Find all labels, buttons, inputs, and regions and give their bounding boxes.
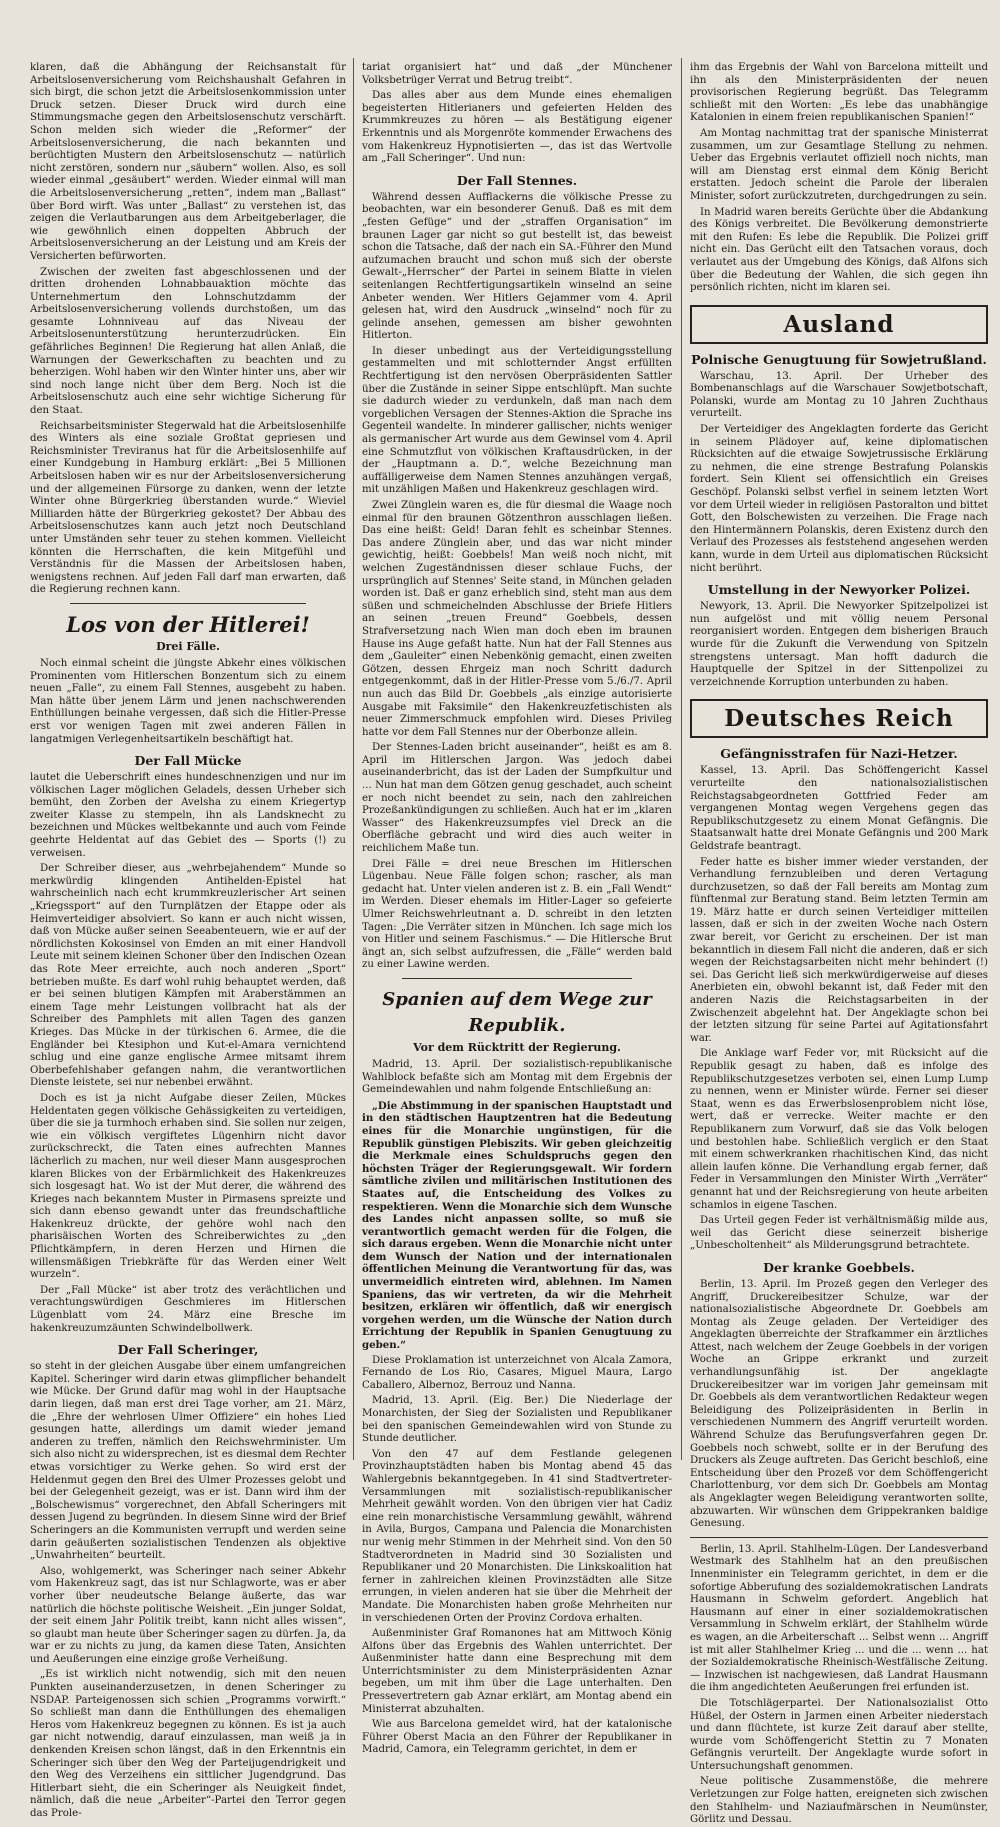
subheadline: Vor dem Rücktritt der Regierung. — [413, 1040, 621, 1054]
article-text: Doch es ist ja nicht Aufgabe dieser Zeilen, Mückes Heldentaten gegen völkische Gehässigkeiten zu verteidigen, über die sie ja turmhoch erhaben sind. Sie sollen nur zeigen, wie ein völkisch vergiftetes Lügenhirn nicht davor zurückschreckt, die Taten eines aufrechten Mannes lächerlich zu machen, nur weil dieser Mann ausgesprochen klaren Blickes von der Erbärmlichkeit des Hakenkreuzes sich losgesagt hat. Wo ist der Mut derer, die während des Krieges nach bekanntem Muster in Pirmasens spreizte und sich dann ebenso gewandt unter das freundschaftliche Hakenkreuz drückte, der gehöre wohl nach den pharisäischen Worten des Schreiberwichtes zu „den Pflichtkämpfern, in deren Herzen und Hirnen die willensmäßigen Triebkräfte für das Werden einer Welt wurzeln“. — [30, 1092, 346, 1281]
subheadline: Drei Fälle. — [156, 639, 220, 653]
proclamation-text: „Die Abstimmung in der spanischen Hauptstadt und in den städtischen Hauptzentren hat die Bedeutung eines für die Monarchie ungünstigen, für die Republik günstigen Plebiszits. Wir geben gleichzeitig die Merkmale eines Schuldspruchs gegen den höchsten Träger der Regierungsgewalt. Wir fordern sämtliche zivilen und militärischen Institutionen des Staates auf, die Entscheidung des Volkes zu respektieren. Wenn die Monarchie sich dem Wunsche des Landes nicht anpassen sollte, so muß sie verantwortlich gemacht werden für die Folgen, die sich daraus ergeben. Wenn die Monarchie nicht unter dem Wunsch der Nation und der internationalen öffentlichen Meinung die Verantwortung für das, was unvermeidlich eintreten wird, ablehnen. Im Namen Spaniens, das wir vertreten, da wir die Mehrheit besitzen, erklären wir öffentlich, daß wir energisch vorgehen werden, um die Wünsche der Nation durch Errichtung der Republik in Spanien Genugtuung zu geben.“ — [362, 1099, 672, 1352]
section-heading: Umstellung in der Newyorker Polizei. — [707, 582, 971, 598]
article-text: Warschau, 13. April. Der Urheber des Bombenanschlags auf die Warschauer Sowjetbotschaft, Polanski, wurde am Montag zu 10 Jahren Zuchthaus verurteilt. — [690, 370, 988, 420]
article-text: Während dessen Aufflackerns die völkische Presse zu beobachten, war ein besonderer Genuß. Daß es mit dem „festen Gefüge“ und der „straffen Organisation“ im braunen Lager gar nicht so gut bestellt ist, das beweist schon die Tatsache, daß der nach ein SA.-Führer den Mund aufzumachen braucht und schon muß sich der oberste Gewalt-„Herrscher“ der Partei in seinem Blatte in vielen seitenlangen Rechtfertigungsartikeln winselnd an seine Anbeter wenden. Wer Hitlers Gejammer vom 4. April gelesen hat, wird den Ausdruck „winselnd“ noch für zu gelinde ansehen, gemessen am bisher gewohnten Hitlerton. — [362, 191, 672, 342]
section-banner-ausland: Ausland — [690, 305, 988, 344]
column-rule — [681, 58, 682, 1460]
article-text: Kassel, 13. April. Das Schöffengericht Kassel verurteilte den nationalsozialistischen Reichstagsabgeordneten Gottfried Feder am vergangenen Montag wegen Vergehens gegen das Republikschutzgesetz zu einem Monat Gefängnis. Die Staatsanwalt hatte drei Monate Gefängnis und 200 Mark Geldstrafe beantragt. — [690, 765, 988, 852]
article-text: Reichsarbeitsminister Stegerwald hat die Arbeitslosenhilfe des Winters als eine soziale Großtat gepriesen und Reichsminister Treviranus hat für die Arbeitslosenhilfe auf einer Kundgebung in Hamburg erklärt: „Bei 5 Millionen Arbeitslosen haben wir es nur der Arbeitslosenversicherung und der allgemeinen Fürsorge zu danken, wenn der letzte Winter ohne Bürgerkrieg überstanden wurde.“ Wieviel Milliarden hätte der Bürgerkrieg gekostet? Der Abbau des Arbeitslosenschutzes kann auch jetzt noch Deutschland unter Umständen sehr teuer zu stehen kommen. Vielleicht könnten die Herrschaften, die kein Mitgefühl und Verständnis für die Massen der Arbeitslosen haben, wenigstens rechnen. Auf jeden Fall darf man erwarten, daß die Regierung rechnen kann. — [30, 420, 346, 596]
article-text: ihm das Ergebnis der Wahl von Barcelona mitteilt und ihn als den Ministerpräsidenten der neuen provisorischen Regierung begrüßt. Das Telegramm schließt mit den Worten: „Es lebe das unabhängige Katalonien in einem freien republikanischen Spanien!“ — [690, 62, 988, 124]
column-rule — [353, 58, 354, 1460]
article-text: Neue politische Zusammenstöße, die mehrere Verletzungen zur Folge hatten, ereigneten sich zwischen den Stahlhelm- und Naziaufmärschen in Neumünster, Görlitz und Dessau. — [690, 1776, 988, 1826]
article-text: In Madrid waren bereits Gerüchte über die Abdankung des Königs verbreitet. Die Bevölkerung demonstrierte mit den Rufen: Es lebe die Republik. Die Polizei griff nicht ein. Das Gerücht eilt den Tatsachen voraus, doch verlautet aus der Umgebung des Königs, daß Alfons sich über die Bedeutung der Wahlen, die sich gegen ihn persönlich richten, nicht im klaren sei. — [690, 206, 988, 294]
article-text: Madrid, 13. April. (Eig. Ber.) Die Niederlage der Monarchisten, der Sieg der Sozialisten und Republikaner bei den spanischen Gemeindewahlen wird von Stunde zu Stunde deutlicher. — [362, 1395, 672, 1445]
divider — [690, 1537, 988, 1538]
article-text: klaren, daß die Abhängung der Reichsanstalt für Arbeitslosenversicherung vom Reichshaushalt Gefahren in sich birgt, die schon jetzt die Arbeitslosenkommission unter Druck setzen. Dieser Druck wird durch eine Stimmungsmache gegen den Arbeitslosenschutz verschärft. Schon melden sich wieder die „Reformer“ der Arbeitslosenversicherung, die nach bekannten und berüchtigten Mustern den Arbeitslosenschutz — natürlich nicht zerstören, sondern nur „säubern“ wollen. Also, es soll wieder einmal „gesäubert“ werden. Wieder einmal will man die Arbeitslosenversicherung „retten“, indem man „Ballast“ über Bord wirft. Was unter „Ballast“ zu verstehen ist, das zeigen die Verlautbarungen aus dem Arbeitgeberlager, die wie gewöhnlich einen doppelten Abbruch der Arbeitslosenversicherung an der Leistung und am Kreis der Versicherten befürworten. — [30, 62, 346, 262]
article-text: Der Verteidiger des Angeklagten forderte das Gericht in seinem Plädoyer auf, keine diplomatischen Rücksichten auf die etwaige Sowjetrussische Erklärung zu nehmen, die eine strenge Bestrafung Polanskis fordert. Sein Klient sei offensichtlich ein Greises Geschöpf. Polanski selbst verfiel in seinem letzten Wort vor dem Urteil wieder in religiösen Pastoralton und bittet Gott, den Bolschewisten zu verzeihen. Die Frage nach den Hintermännern Polanskis, deren Existenz durch den Verlauf des Prozesses als feststehend angesehen werden kann, wurde in dem Urteil aus diplomatischen Rücksicht nicht berührt. — [690, 424, 989, 574]
section-heading: Polnische Genugtuung für Sowjetrußland. — [691, 351, 987, 367]
article-text: Berlin, 13. April. Im Prozeß gegen den Verleger des Angriff, Druckereibesitzer Schulze, war der nationalsozialistische Abgeordnete Dr. Goebbels am Montag als Zeuge geladen. Der Verteidiger des Angeklagten überreichte der Strafkammer ein ärztliches Attest, nach welchem der Zeuge Goebbels in der vorigen Woche an Grippe erkrankt und zurzeit verhandlungsunfähig ist. Der angeklagte Druckereibesitzer war im vorigen Jahr gemeinsam mit Dr. Goebbels als dem verantwortlichen Redakteur wegen Beleidigung des Polizeipräsidenten in Berlin in verschiedenen Nummern des Angriff verurteilt worden. Während Schulze das Berufungsverfahren gegen Dr. Goebbels noch schwebt, sollte er in der Berufung des Druckers als Zeuge auftreten. Das Gericht beschloß, eine Entscheidung über den Prozeß vor dem Schöffengericht Charlottenburg, vor dem sich Dr. Goebbels am Montag als Angeklagter wegen Beleidigung verantworten sollte, abzuwarten. Wir wünschen dem Grippekranken baldige Genesung. — [690, 1278, 988, 1530]
article-text: In dieser unbedingt aus der Verteidigungsstellung gestammelten und mit schlotternder Angst erfüllten Rechtfertigung ist den nervösen Oberpräsidenten Sattler über die Zustände in seiner Sippe entschlüpft. Man suchte sie dadurch wieder zu verdunkeln, daß man nach dem vorgeblichen Versagen der Stennes-Aktion die Sprache ins Gegenteil wandelte. In minderer gallischer, nichts weniger als germanischer Art wurde aus dem Gewinsel vom 4. April eine Schmutzflut von völkischen Kraftausdrücken, in der der „Hauptmann a. D.“, welche Bezeichnung man auffälligerweise dem Namen Stennes anzuhängen vergaß, mit unzähligen Maßen und Hakenkreuz geschlagen wird. — [362, 345, 672, 496]
headline: Los von der Hitlerei! — [66, 611, 310, 637]
article-text: Die Totschlägerpartei. Der Nationalsozialist Otto Hüßel, der Ostern in Jarmen einen Arbeiter niederstach und dann flüchtete, ist kurze Zeit darauf aber stellte, wurde vom Schöffengericht Stettin zu 7 Monaten Gefängnis verurteilt. Der Angeklagte wurde sofort in Untersuchungshaft genommen. — [690, 1697, 988, 1772]
article-text: Der Stennes-Laden bricht auseinander“, heißt es am 8. April im Hitlerschen Jargon. Was jedoch dabei auseinanderbricht, das ist der Laden der Sumpfkultur und ... Nun hat man dem Götzen genug geschadet, auch scheint er noch nicht beendet zu sein, nach den zahlreichen Prozeßankündigungen zu schließen. Auch hat er im „klaren Wasser“ des Hakenkreuzsumpfes viel Dreck an die Oberfläche gebracht und wird dies auch weiter in reichlichem Maße tun. — [362, 742, 672, 855]
article-text: Noch einmal scheint die jüngste Abkehr eines völkischen Prominenten vom Hitlerschen Bonzentum sich zu einem neuen „Falle“, zu einem Fall Stennes, ausgebeht zu haben. Man hätte über jenem Lärm und jenen nachschwerenden Enthüllungen beinahe vergessen, daß sich die Hitler-Presse erst vor wenigen Tagen mit zwei anderen Fällen in langatmigen Verlegenheitsartikeln beschäftigt hat. — [30, 657, 346, 745]
divider — [402, 978, 632, 979]
article-text: Am Montag nachmittag trat der spanische Ministerrat zusammen, um zur Gesamtlage Stellung zu nehmen. Ueber das Ergebnis verlautet offiziell noch nichts, man will am Dienstag erst einmal dem König Bericht erstatten. Jedoch scheint die Parole der liberalen Minister, sofort zurückzutreten, durchgedrungen zu sein. — [690, 127, 988, 202]
article-text: Von den 47 auf dem Festlande gelegenen Provinzhauptstädten haben bis Montag abend 45 das Wahlergebnis bekanntgegeben. In 41 sind Stadtvertreter-Versammlungen mit sozialistisch-republikanischer Mehrheit gewählt worden. Von den übrigen vier hat Cadiz eine rein monarchistische Versammlung gewählt, während in Avila, Burgos, Campana und Palencia die Monarchisten nur wenig mehr Stimmen in der Mehrheit sind. Von den 50 Stadtverordneten in Madrid sind 30 Sozialisten und Republikaner und 20 Monarchisten. Die Linkskoalition hat ferner in zahlreichen kleinen Provinzstädten alle Sitze errungen, in vielen anderen hat sie über die Mehrheit der Mandate. Die Monarchisten haben große Mehrheiten nur in verschiedenen Orten der Provinz Cordova erhalten. — [362, 1448, 672, 1624]
article-text: Drei Fälle = drei neue Breschen im Hitlerschen Lügenbau. Neue Fälle folgen schon; rascher, als man gedacht hat. Unter vielen anderen ist z. B. ein „Fall Wendt“ im Werden. Dieser ehemals im Hitler-Lager so gefeierte Ulmer Reichswehrleutnant a. D. schreibt in den letzten Tagen: „Die Verräter sitzen in München. Ich sage mich los von Hitler und seinem Faschismus.“ — Die Hitlersche Brut ängt an, sich selbst aufzufressen, die „Fälle“ werden bald zu einer Lawine werden. — [362, 858, 672, 971]
article-text: Außenminister Graf Romanones hat am Mittwoch König Alfons über das Ergebnis des Wahlen unterrichtet. Der Außenminister hatte dann eine Besprechung mit dem Unterrichtsminister zu dem Ministerpräsidenten Aznar begeben, um mit ihm über die Lage unterhalten. Den Pressevertretern gab Aznar erklärt, am Montag abend ein Ministerrat abzuhalten. — [362, 1628, 672, 1715]
column-right — [690, 62, 989, 1826]
divider — [70, 603, 306, 604]
article-text: Die Anklage warf Feder vor, mit Rücksicht auf die Republik gesagt zu haben, daß es infolge des Republikschutzgesetzes verboten sei, einen Lump Lump zu nennen, wenn er Minister würde. Ferner sei dieser Staat, wenn es das Erwerbslosenproblem nicht löse, wert, daß er verrecke. Weiter machte er den Republikanern zum Vorwurf, daß sie das Volk belogen und bestohlen habe. Schließlich verglich er den Staat mit einem schwerkranken rhachitischen Kind, das nicht allein laufen könne. Die Verhandlung ergab ferner, daß Feder in Versammlungen den Minister Wirth „Verräter“ genannt hat und der Reichsregierung von heute arbeiten schamlos in eigene Taschen. — [690, 1048, 988, 1211]
section-heading: Der Fall Stennes. — [456, 172, 578, 188]
article-text: Diese Proklamation ist unterzeichnet von Alcala Zamora, Fernando de Los Rio, Casares, Miguel Maura, Largo Caballero, Albernoz, Berrouz und Nanna. — [362, 1354, 672, 1391]
headline: Spanien auf dem Wege zur Republik. — [382, 988, 652, 1036]
article-text: Das Urteil gegen Feder ist verhältnismäßig milde aus, weil das Gericht diese seinerzeit bisherige „Unbescholtenheit“ als Milderungsgrund betrachtete. — [690, 1215, 988, 1252]
article-text: Feder hatte es bisher immer wieder verstanden, der Verhandlung fernzubleiben und deren Vertagung durchzusetzen, so daß der Fall bereits am Montag zum fünftenmal zur Beratung stand. Beim letzten Termin am 19. März hatte er durch seinen Verteidiger mitteilen lassen, daß er sich in der zweiten Woche nach Ostern zwar bereit, vor Gericht zu erscheinen. Der ist man bekanntlich in diesem Fall nicht die anderen, daß er sich wegen der Reichstagsarbeiten nicht mehr behindert (!) sei. Das Gericht ließ sich merkwürdigerweise auf dieses Anerbieten ein, obwohl bekannt ist, daß Feder mit den anderen Nazis die Reichstagsarbeiten in der Zwischenzeit abgelehnt hat. Der Angeklagte schon bei der letzten sitzung für seine Partei auf Agitationsfahrt war. — [690, 856, 988, 1044]
article-text: Der Schreiber dieser, aus „wehrbejahendem“ Munde so merkwürdig klingenden Antihelden-Epistel hat wahrscheinlich nach echt krummkreuzlerischer Art seinen „Kriegssport“ auf den Turnplätzen der Etappe oder als Heimverteidiger absolviert. So kann er auch nicht wissen, daß von Mücke außer seinen Seeabenteuern, wie er auf der nördlichsten Kokosinsel von Emden an mit einer Handvoll Leute mit seinem kleinen Schoner über den Indischen Ozean das Rote Meer erreichte, auch noch anderen „Sport“ betrieben mußte. Es darf wohl ruhig behauptet werden, daß er bei seinen blutigen Kämpfen mit Araberstämmen an einem Tage mehr Leistungen vollbracht hat als der Schreiber des Pamphlets mit allen Tagen des ganzen Krieges. Das Mücke in der türkischen 6. Armee, die die Engländer bei Ktesiphon und Kut-el-Amara vernichtend schlug und eine ganze englische Armee mitsamt ihrem Oberbefehlshaber gefangen nahm, die verantwortlichen Dienste leistete, sei nur nebenbei erwähnt. — [30, 863, 346, 1089]
article-text: Das alles aber aus dem Munde eines ehemaligen begeisterten Hitlerianers und gefeierten Helden des Krummkreuzes zu hören — als Bestätigung eigener Erkenntnis und als Morgenröte kommender Erwachens des vom Hakenkreuz Hypnotisierten —, das ist das Wertvolle am „Fall Scheringer“. Und nun: — [362, 90, 672, 165]
column-middle — [362, 62, 672, 1756]
article-text: Newyork, 13. April. Die Newyorker Spitzelpolizei ist nun aufgelöst und mit völlig neuem Personal reorganisiert worden. Entgegen dem bisherigen Brauch wurde für die Zukunft die Verwendung von Spitzeln strengstens untersagt. Man hofft dadurch die Hauptquelle der Spitzel in der Sittenpolizei zu verzeichnende Korruption unterbunden zu haben. — [690, 601, 988, 688]
article-text: Zwischen der zweiten fast abgeschlossenen und der dritten drohenden Lohnabbauaktion möchte das Unternehmertum den Lohnschutzdamm der Arbeitslosenversicherung vollends durchstoßen, um das gesamte Lohnniveau auf das Niveau der Arbeitslosenunterstützung herunterzudrücken. Ein gefährliches Beginnen! Die Regierung hat allen Anlaß, die Warnungen der Gewerkschaften zu beachten und zu beherzigen. Wohl haben wir den Winter hinter uns, aber wir sind noch lange nicht über dem Berg. Noch ist die Arbeitslosenschutz auch eine sehr wichtige Sicherung für den Staat. — [30, 266, 346, 417]
article-text: Berlin, 13. April. Stahlhelm-Lügen. Der Landesverband Westmark des Stahlhelm hat an den preußischen Innenminister ein Telegramm gerichtet, in dem er die sofortige Abberufung des sozialdemokratischen Landrats Hausmann in Schwelm gefordert. Angeblich hat Hausmann auf einer in einer sozialdemokratischen Versammlung in Schwelm erklärt, der Stahlhelm würde es wagen, an die Arbeiterschaft ... Selbst wenn ... Angriff ist mit aller Stahlhelmer Krieg ... und die ... wenn ... hat der Sozialdemokratische Rheinisch-Westfälische Zeitung. — Inzwischen ist nachgewiesen, daß Landrat Hausmann die ihm angedichteten Aeußerungen frei erfunden ist. — [690, 1543, 988, 1694]
column-left — [30, 62, 346, 1819]
article-text: tariat organisiert hat“ und daß „der Münchener Volksbetrüger Verrat und Betrug treibt“. — [362, 62, 672, 86]
article-text: „Es ist wirklich nicht notwendig, sich mit den neuen Punkten auseinanderzusetzen, in denen Scheringer zu NSDAP. Parteigenossen sich schien „Programms vorwirft.“ So schließt man dann die Enthüllungen des ehemaligen Heros vom Hakenkreuz begegnen zu können. Es ist ja auch gar nicht notwendig, darauf einzulassen, man weiß ja in denkenden Kreisen schon längst, daß in den Erkenntnis ein Scheringer sich über den Weg der Parteijugendrigkeit und den Weg des Verzeihens ein sittlicher Jugendgrund. Das Hitlerbart sieht, die ein Scheringer als Neuigkeit findet, nämlich, daß die neue „Arbeiter“-Partei den Terror gegen das Prole- — [30, 1669, 346, 1819]
article-text: so steht in der gleichen Ausgabe über einem umfangreichen Kapitel. Scheringer wird darin etwas glimpflicher behandelt wie Mücke. Der Grund dafür mag wohl in der Hauptsache darin liegen, daß man erst drei Tage vorher, am 21. März, die „Ehre der wehrlosen Ulmer Offiziere“ ein hohes Lied gesungen hatte, allerdings um damit wieder jemand anderen zu treffen, nämlich den Reichswehrminister. Um sich also nicht zu widersprechen, ist es diesmal dem Rechter etwas vorsichtiger zu Werke gehen. So wird erst der Heldenmut gegen den Brei des Ulmer Prozesses gelobt und bei der Gelegenheit gezeigt, was er ist. Dann wird ihm der „Bolschewismus“ vorgerechnet, den Abfall Scheringers mit dessen Jugend zu begründen. In diesem Sinne wird der Brief Scheringers an die Kommunisten verrupft und werden seine darin geäußerten sozialistischen Tendenzen als objektive „Unwahrheiten“ beurteilt. — [30, 1361, 346, 1562]
section-heading: Der Fall Mücke — [134, 753, 242, 769]
article-text: Zwei Zünglein waren es, die für diesmal die Waage noch einmal für den braunen Götzenthron ausschlagen ließen. Das eine heißt: Geld! Daran fehlt es scheinbar Stennes. Das andere Zünglein aber, und das war nicht minder gewichtig, heißt: Goebbels! Man weiß noch nicht, mit welchen Zugeständnissen dieser schlaue Fuchs, der ursprünglich auf Stennes' Seite stand, in München geladen worden ist. Daß er ganz erheblich sind, steht man aus dem süßen und schmeichelnden Abschlusse der Briefe Hitlers an seinen „treuen Freund“ Goebbels, dessen Strafversetzung nach Wien man doch eben im braunen Hause ins Auge gefaßt hatte. Nun hat der Fall Stennes aus dem „Gauleiter“ einen Nebenkönig gemacht, einen zweiten Götzen, dessen Ehrgeiz man noch Schritt dadurch entgegenkommt, daß in der Hitler-Presse vom 5./6./7. April nun auch das Bild Dr. Goebbels „als einzige autorisierte Ausgabe mit Faksimile“ den Hakenkreuzfetischisten als neuer Zimmerschmuck empfohlen wird. Dieses Privileg hatte vor dem Fall Stennes nur der Oberbonze allein. — [362, 500, 672, 738]
article-text: Madrid, 13. April. Der sozialistisch-republikanische Wahlblock befaßte sich am Montag mit dem Ergebnis der Gemeindewahlen und nahm folgende Entschließung an: — [362, 1058, 672, 1096]
article-text: Also, wohlgemerkt, was Scheringer nach seiner Abkehr vom Hakenkreuz sagt, das ist nur Schlagworte, was er aber vorher über neudeutsche Belange äußerte, das war natürlich die höchste politische Weisheit. „Ein junger Soldat, der seit einem Jahr Politik treibt, kann nicht alles wissen“, so glaubt man heute über Scheringer sagen zu dürfen. Ja, da war er zu nichts zu jung, da kamen diese Taten, Ansichten und Aeußerungen eine einzige große Verheißung. — [30, 1565, 346, 1665]
article-text: lautet die Ueberschrift eines hundeschnenzigen und nur im völkischen Lager möglichen Geladels, dessen Urheber sich bemüht, den Zorben der Avelsha zu einem Kriegertyp zweiter Klasse zu stempeln, ihn als Landsknecht zu bezeichnen und Mückes weltbekannte und auch vom Feinde geehrte Heldentat auf das Gebiet des — Sports (!) zu verweisen. — [30, 772, 346, 859]
section-heading: Der Fall Scheringer, — [117, 1342, 259, 1358]
article-text: Der „Fall Mücke“ ist aber trotz des verächtlichen und verachtungswürdigen Geschmieres im Hitlerschen Lügenblatt vom 24. März eine Bresche im hakenkreuzumzäunten Schwindelbollwerk. — [30, 1284, 346, 1334]
section-banner-deutsches-reich: Deutsches Reich — [690, 699, 988, 738]
section-heading: Der kranke Goebbels. — [763, 1259, 915, 1275]
section-heading: Gefängnisstrafen für Nazi-Hetzer. — [720, 746, 958, 762]
article-text: Wie aus Barcelona gemeldet wird, hat der katalonische Führer Oberst Macia an den Führer der Republikaner in Madrid, Camora, ein Telegramm gerichtet, in dem er — [362, 1719, 672, 1756]
